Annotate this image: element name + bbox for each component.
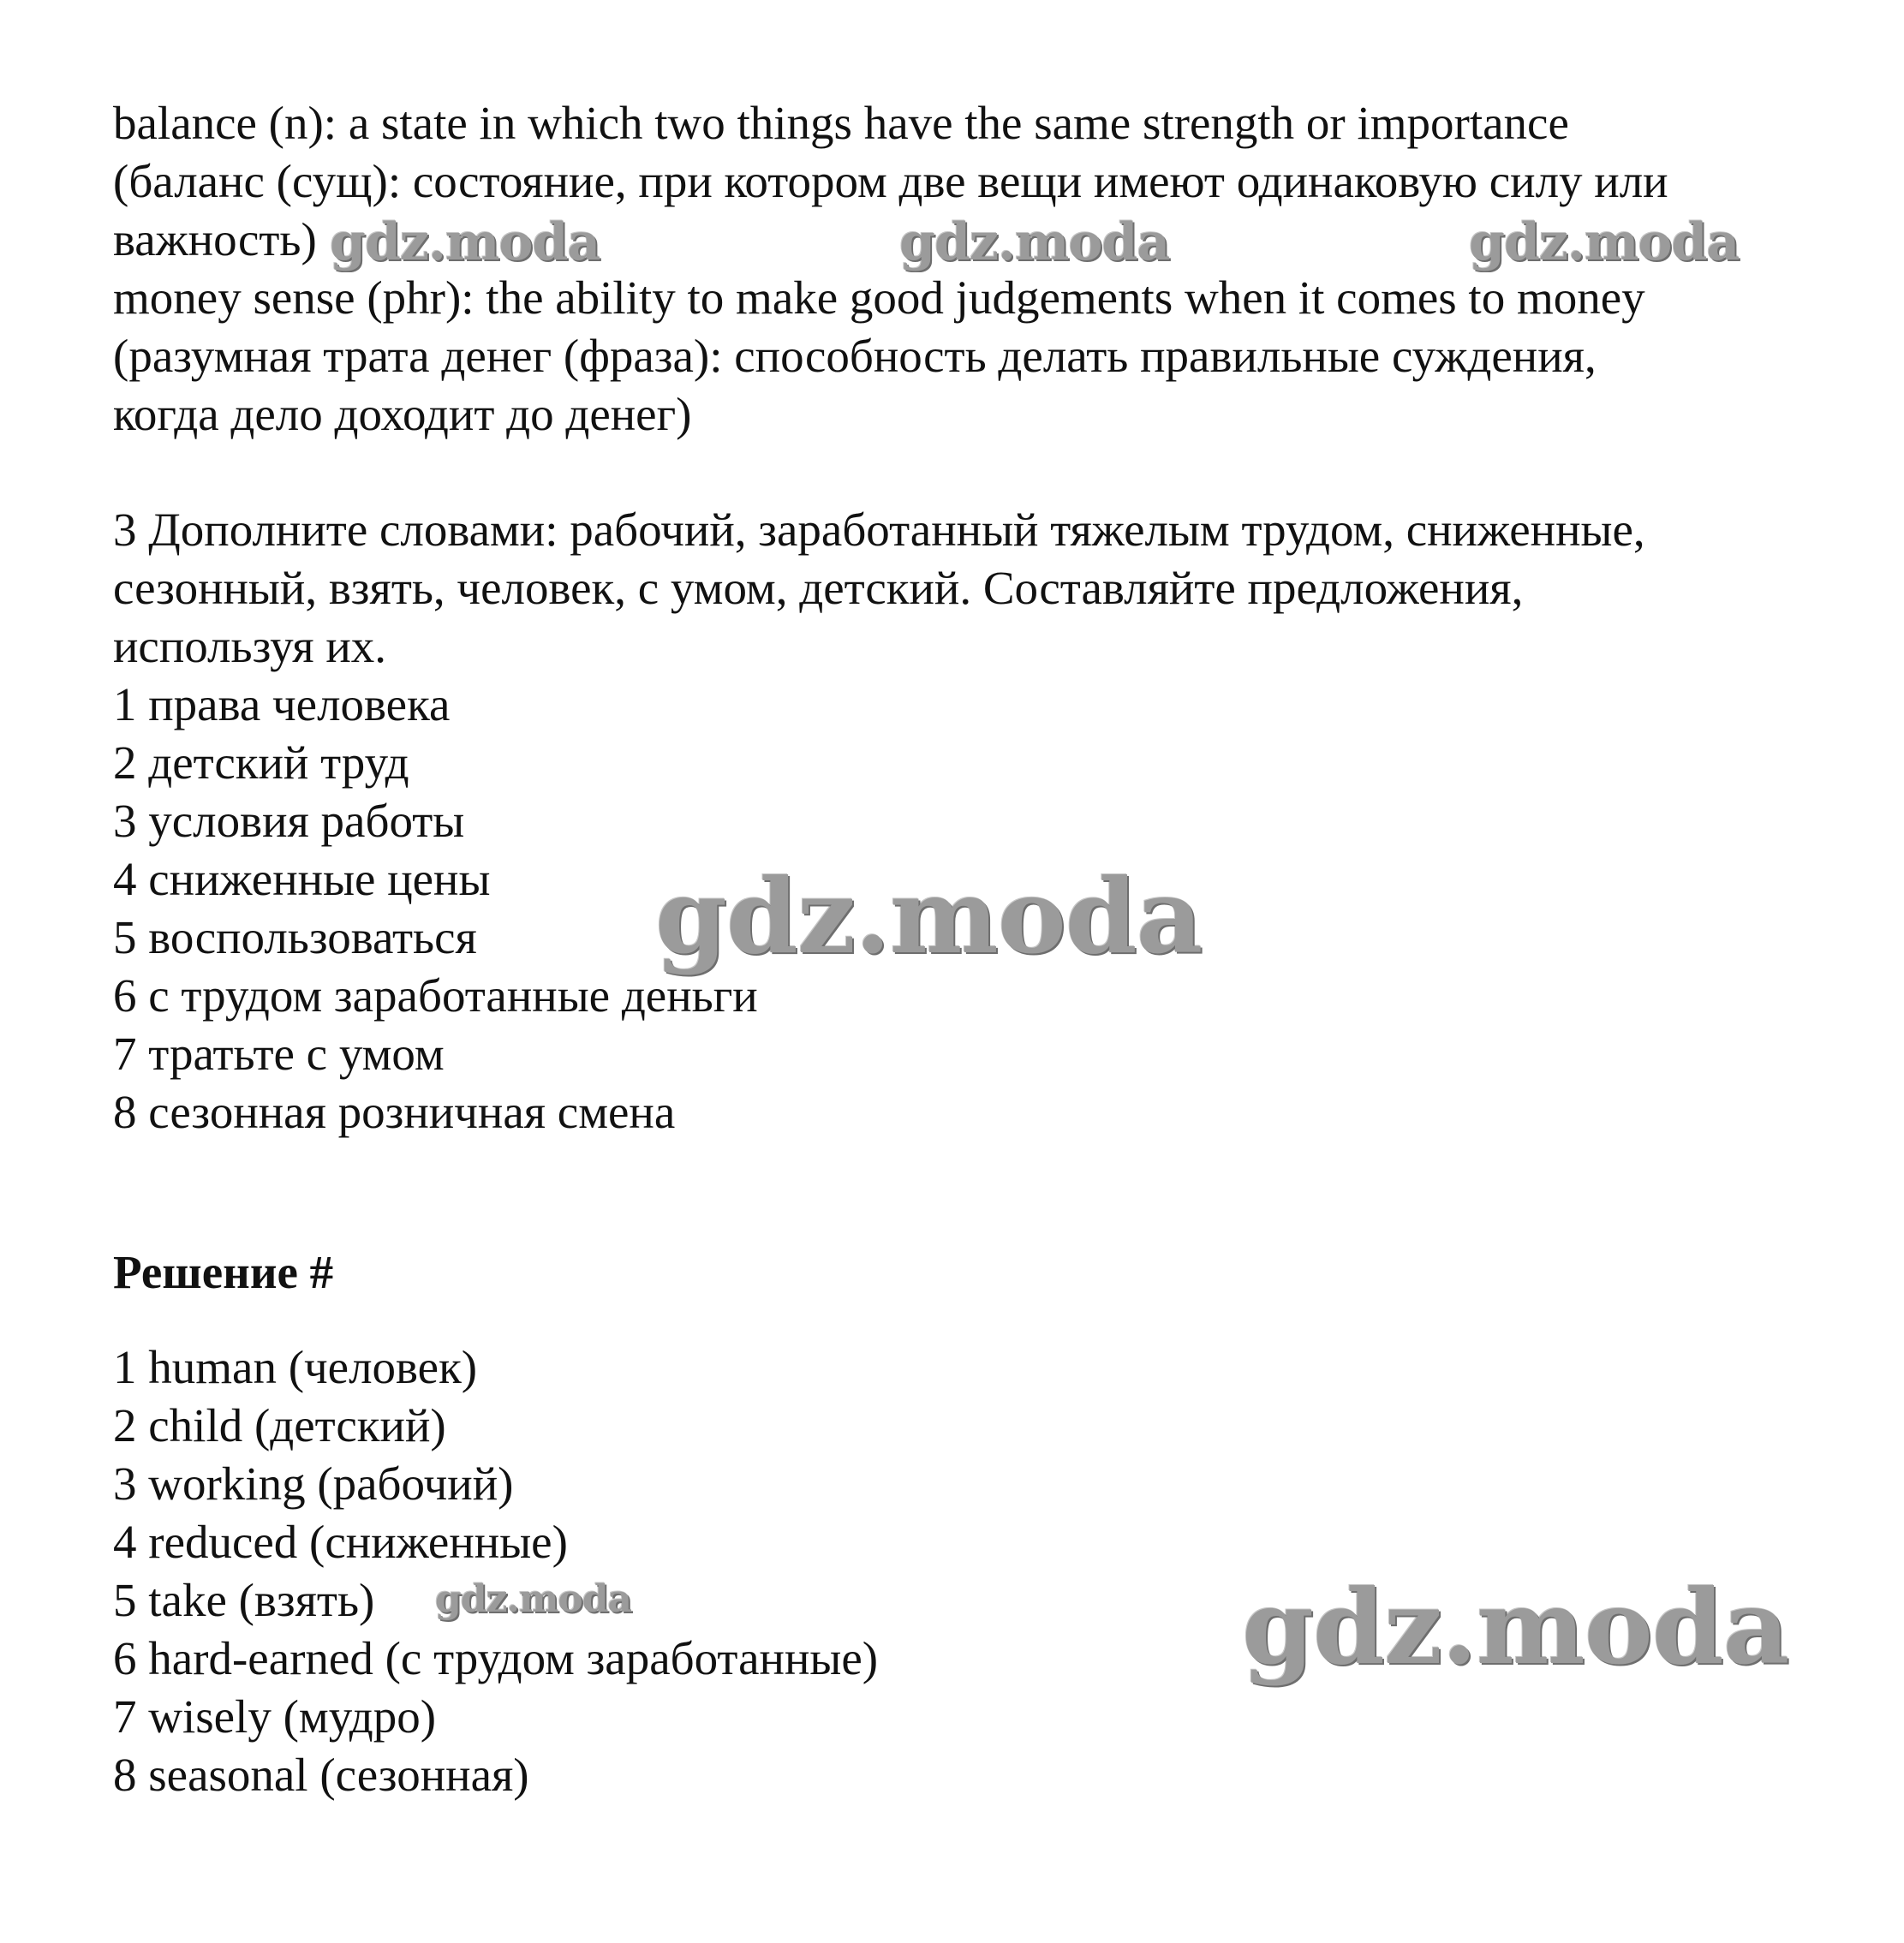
definition-line: money sense (phr): the ability to make good judgements when it comes to money	[113, 271, 1645, 324]
definition-line: когда дело доходит до денег)	[113, 388, 692, 440]
solution-heading: Решение #	[113, 1246, 334, 1298]
task-item: 5 воспользоваться	[113, 911, 477, 963]
task-instruction: используя их.	[113, 620, 387, 672]
solution-item: 3 working (рабочий)	[113, 1457, 514, 1510]
definition-line: (баланс (сущ): состояние, при котором две вещи имеют одинаковую силу или	[113, 155, 1668, 207]
solution-item: 6 hard-earned (с трудом заработанные)	[113, 1632, 879, 1684]
task-item: 3 условия работы	[113, 795, 465, 847]
task-instruction: сезонный, взять, человек, с умом, детский. Составляйте предложения,	[113, 562, 1524, 614]
watermark: gdz.moda	[655, 856, 1203, 977]
solution-item: 4 reduced (сниженные)	[113, 1516, 568, 1568]
solution-item: 7 wisely (мудро)	[113, 1690, 437, 1743]
watermark: gdz.moda	[435, 1577, 632, 1621]
task-instruction: 3 Дополните словами: рабочий, заработанный тяжелым трудом, сниженные,	[113, 504, 1645, 556]
solution-item: 8 seasonal (сезонная)	[113, 1749, 529, 1801]
task-item: 6 с трудом заработанные деньги	[113, 969, 758, 1022]
watermark: gdz.moda	[899, 212, 1170, 272]
watermark: gdz.moda	[330, 212, 600, 272]
task-item: 2 детский труд	[113, 736, 409, 789]
task-item: 1 права человека	[113, 678, 451, 730]
solution-item: 2 child (детский)	[113, 1399, 446, 1451]
definition-line: balance (n): a state in which two things have the same strength or importance	[113, 97, 1569, 149]
definition-line: (разумная трата денег (фраза): способность делать правильные суждения,	[113, 330, 1597, 382]
watermark: gdz.moda	[1242, 1567, 1789, 1688]
task-item: 8 сезонная розничная смена	[113, 1086, 676, 1138]
definition-line: важность)	[113, 213, 317, 265]
solution-item: 1 human (человек)	[113, 1341, 478, 1393]
task-item: 7 тратьте с умом	[113, 1028, 445, 1080]
task-item: 4 сниженные цены	[113, 853, 491, 905]
watermark: gdz.moda	[1469, 212, 1740, 272]
solution-item: 5 take (взять)	[113, 1574, 375, 1626]
